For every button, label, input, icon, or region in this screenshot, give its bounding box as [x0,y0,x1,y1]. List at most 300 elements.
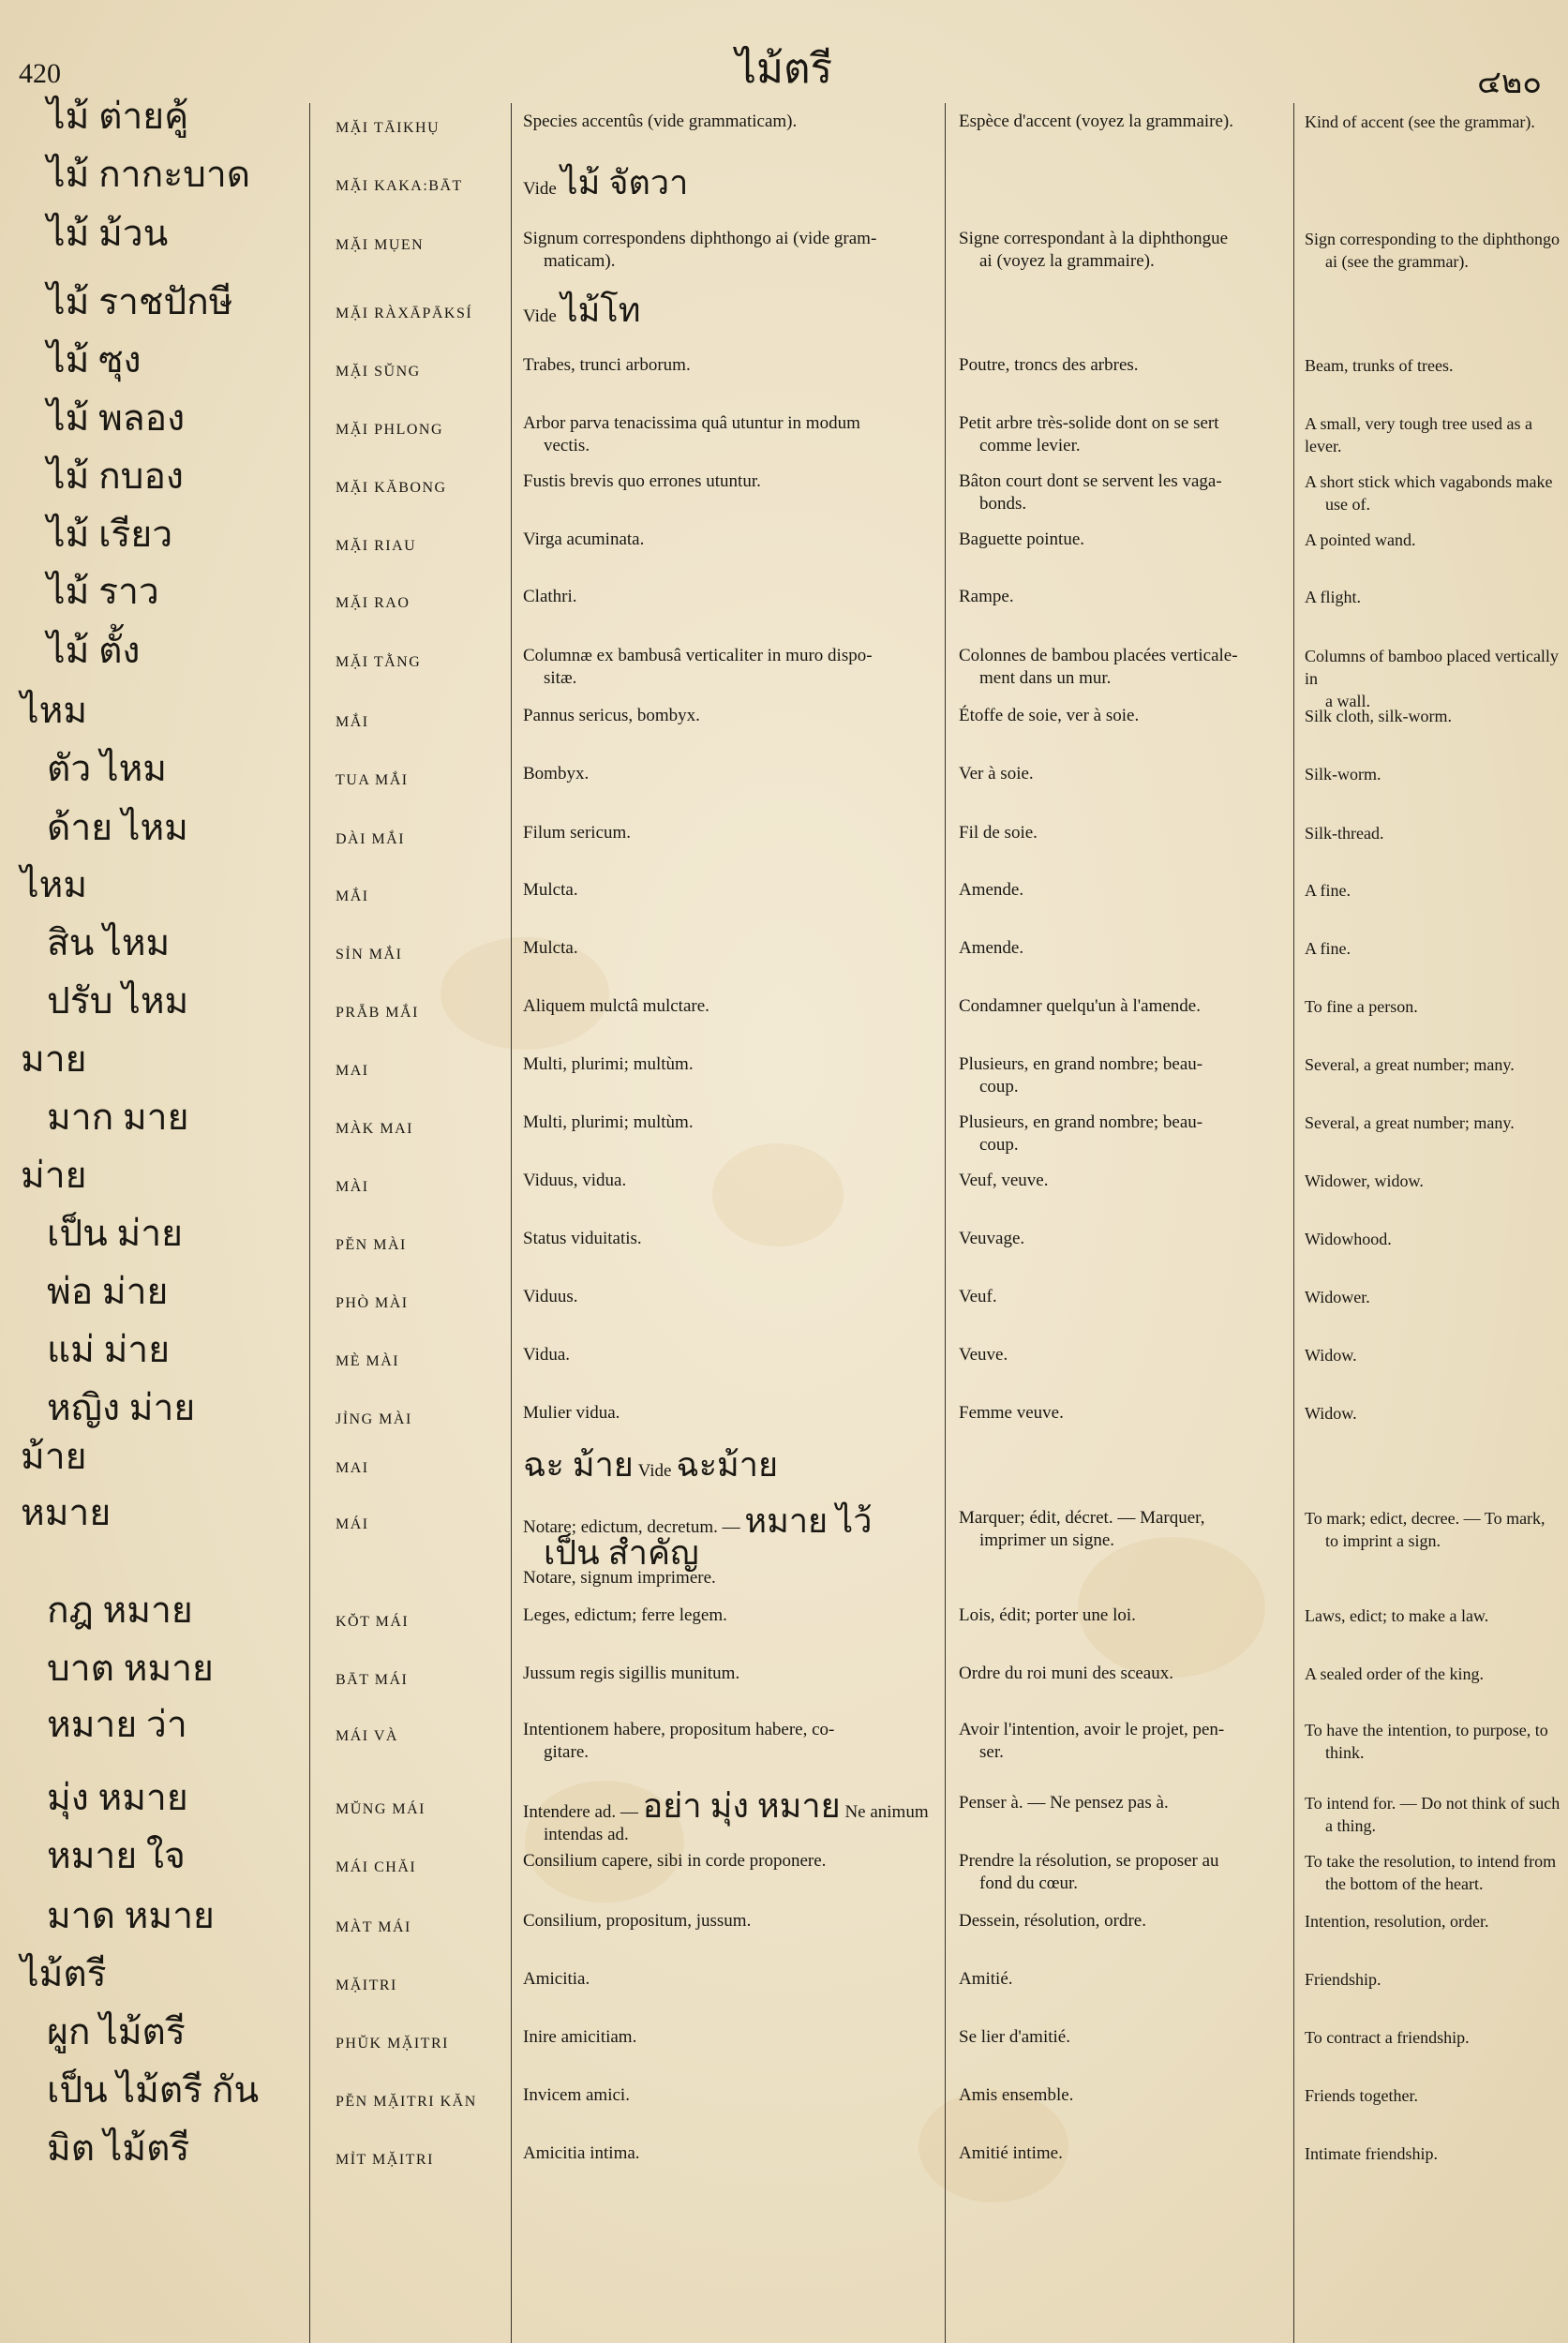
french-continuation: ai (voyez la grammaire). [979,251,1155,271]
english-text: To contract a friendship. [1305,2028,1470,2047]
french-text: Ver à soie. [959,764,1034,783]
french-definition [959,1053,1287,1098]
latin-thai-reference: ไม้ จัตวา [560,164,689,201]
french-continuation: fond du cœur. [979,1873,1079,1893]
english-definition [1305,354,1568,377]
english-text: To fine a person. [1305,997,1418,1016]
latin-definition [523,291,937,329]
french-text: Prendre la résolution, se proposer au [959,1851,1219,1871]
english-definition [1305,822,1568,844]
english-definition [1305,645,1568,712]
romanization: BĀT MÁI [336,1672,409,1688]
french-continuation: coup. [979,1135,1019,1155]
latin-definition [523,1344,937,1366]
latin-text: Mulier vidua. [523,1403,620,1423]
french-definition [959,1228,1287,1250]
english-definition [1305,995,1568,1018]
latin-text: Pannus sericus, bombyx. [523,706,700,725]
french-definition [959,1170,1287,1192]
column-divider [945,103,946,2343]
french-text: Veuf. [959,1287,997,1306]
french-continuation: coup. [979,1077,1019,1097]
english-text: Beam, trunks of trees. [1305,356,1454,375]
french-text: Étoffe de soie, ver à soie. [959,706,1140,725]
latin-text: Multi, plurimi; multùm. [523,1112,694,1132]
french-text: Veuvage. [959,1229,1025,1248]
english-definition [1305,1170,1568,1192]
latin-definition [523,111,937,133]
romanization: MÁI CHĂI [336,1859,417,1875]
thai-headword: ม่าย [21,1156,87,1196]
latin-text: Ne animum [844,1802,929,1822]
english-definition [1305,1850,1568,1895]
romanization: MÈ MÀI [336,1353,400,1369]
romanization: MÀK MAI [336,1121,413,1137]
romanization: TUA MẮI [336,772,409,788]
latin-text: Vide [637,1461,672,1481]
latin-definition [523,1112,937,1134]
french-text: Avoir l'intention, avoir le projet, pen- [959,1720,1225,1739]
french-text: Rampe. [959,587,1014,606]
english-text: Laws, edict; to make a law. [1305,1606,1489,1625]
romanization: MẶI PHLONG [336,422,443,438]
english-definition [1305,1968,1568,1991]
thai-headword: ไม้ ตั้ง [47,631,141,671]
latin-definition [523,412,937,457]
romanization: PĔN MÀI [336,1237,407,1253]
thai-headword: มาด หมาย [47,1896,215,1936]
thai-headword: กฎ หมาย [47,1590,193,1631]
french-definition [959,470,1287,515]
latin-thai-reference: ฉะม้าย [676,1446,779,1484]
english-text: A small, very tough tree used as a lever. [1305,414,1532,455]
french-definition [959,529,1287,551]
thai-headword: หมาย [21,1493,112,1533]
thai-headword: มาก มาย [47,1097,189,1138]
latin-text: Consilium capere, sibi in corde proponere. [523,1851,827,1871]
latin-continuation: intendas ad. [544,1825,629,1844]
english-text: Widower. [1305,1288,1370,1306]
french-text: Ordre du roi muni des sceaux. [959,1664,1173,1683]
latin-definition [523,1604,937,1627]
romanization: MẶI KĂBONG [336,480,447,496]
latin-definition [523,1402,937,1425]
english-text: A short stick which vagabonds make [1305,472,1553,491]
french-definition [959,879,1287,902]
french-text: Bâton court dont se servent les vaga- [959,471,1222,491]
french-text: Amitié intime. [959,2143,1063,2163]
thai-headword: ไม้ตรี [21,1954,107,1994]
thai-headword: ไม้ กากะบาด [47,155,251,195]
english-definition [1305,937,1568,960]
thai-headword: ไม้ ต่ายคู้ [47,97,189,137]
french-text: Veuf, veuve. [959,1171,1049,1190]
french-definition [959,1792,1287,1814]
english-text: To have the intention, to purpose, to [1305,1721,1548,1739]
english-text: A pointed wand. [1305,530,1416,549]
french-text: Penser à. — Ne pensez pas à. [959,1793,1169,1813]
english-text: Friends together. [1305,2086,1418,2105]
latin-text: Columnæ ex bambusâ verticaliter in muro dispo- [523,646,873,665]
romanization: MẶI RAO [336,595,411,611]
latin-continuation: vectis. [544,436,590,455]
english-text: Silk-worm. [1305,765,1381,783]
latin-text: Amicitia. [523,1969,590,1989]
latin-text: Virga acuminata. [523,530,645,549]
french-text: Baguette pointue. [959,530,1085,549]
english-text: Silk-thread. [1305,824,1384,843]
english-text: Columns of bamboo placed vertically in [1305,647,1559,688]
thai-headword: ไม้ เรียว [47,515,173,555]
latin-definition [523,354,937,377]
latin-text: Intendere ad. — [523,1802,638,1822]
english-definition [1305,529,1568,551]
latin-thai-reference: เป็น สำคัญ [544,1534,699,1572]
latin-continuation: gitare. [544,1742,590,1762]
french-continuation: ment dans un mur. [979,668,1112,688]
thai-headword: ไม้ พลอง [47,398,186,439]
thai-headword: ไม้ ม้วน [47,214,169,254]
romanization: MŬNG MÁI [336,1801,426,1817]
latin-text: Species accentûs (vide grammaticam). [523,112,798,131]
column-divider [309,103,310,2343]
english-definition [1305,1344,1568,1366]
latin-definition [523,1228,937,1250]
english-definition [1305,2084,1568,2107]
latin-text: Aliquem mulctâ mulctare. [523,996,709,1016]
latin-text: Vide [523,179,557,199]
latin-text: Vidua. [523,1345,571,1365]
french-text: Se lier d'amitié. [959,2027,1070,2047]
thai-headword: ไม้ ราว [47,572,159,612]
thai-headword: ตัว ไหม [47,749,168,789]
latin-text: Fustis brevis quo errones utuntur. [523,471,761,491]
thai-headword: หมาย ใจ [47,1836,186,1876]
english-definition [1305,705,1568,727]
latin-text: Viduus, vidua. [523,1171,627,1190]
thai-headword: บาต หมาย [47,1649,214,1689]
english-text: To mark; edict, decree. — To mark, [1305,1509,1546,1528]
english-continuation: a thing. [1325,1816,1376,1835]
french-definition [959,354,1287,377]
romanization: MAI [336,1063,369,1079]
english-definition [1305,1286,1568,1308]
romanization: MAI [336,1460,369,1476]
latin-text: Jussum regis sigillis munitum. [523,1664,740,1683]
english-definition [1305,1112,1568,1134]
thai-headword: สิน ไหม [47,923,171,963]
latin-definition [523,1170,937,1192]
latin-text: Status viduitatis. [523,1229,642,1248]
english-definition [1305,1053,1568,1076]
romanization: MẶI RÀXĀPĀKSÍ [336,306,473,321]
latin-text: Consilium, propositum, jussum. [523,1911,752,1931]
english-definition [1305,1604,1568,1627]
french-text: Dessein, résolution, ordre. [959,1911,1146,1931]
french-text: Condamner quelqu'un à l'amende. [959,996,1201,1016]
english-text: A fine. [1305,939,1351,958]
page-number-left: 420 [19,58,61,89]
latin-definition [523,705,937,727]
french-definition [959,645,1287,690]
french-definition [959,111,1287,133]
french-text: Petit arbre très-solide dont on se sert [959,413,1219,433]
latin-definition [523,645,937,690]
english-continuation: use of. [1325,495,1370,514]
french-definition [959,1507,1287,1552]
french-continuation: imprimer un signe. [979,1530,1115,1550]
english-definition [1305,1663,1568,1685]
english-text: To intend for. — Do not think of such [1305,1794,1561,1813]
french-definition [959,1968,1287,1991]
french-definition [959,1112,1287,1157]
latin-definition [523,937,937,960]
thai-headword: แม่ ม่าย [47,1330,171,1370]
latin-text: Multi, plurimi; multùm. [523,1054,694,1074]
english-definition [1305,1719,1568,1764]
latin-definition [523,1787,937,1846]
french-definition [959,1719,1287,1764]
thai-headword: หมาย ว่า [47,1705,187,1745]
page-title: ไม้ตรี [735,46,833,92]
english-definition [1305,412,1568,457]
french-definition [959,1402,1287,1425]
english-text: Friendship. [1305,1970,1381,1989]
latin-text: Leges, edictum; ferre legem. [523,1605,727,1625]
english-definition [1305,763,1568,785]
thai-headword: มิต ไม้ตรี [47,2128,190,2169]
english-text: A flight. [1305,588,1362,606]
latin-text: Clathri. [523,587,577,606]
english-continuation: ai (see the grammar). [1325,252,1469,271]
french-definition [959,1604,1287,1627]
english-continuation: the bottom of the heart. [1325,1874,1484,1893]
french-definition [959,1344,1287,1366]
thai-headword: ไม้ ราชปักษี [47,282,233,322]
english-continuation: think. [1325,1743,1365,1762]
romanization: MÀT MÁI [336,1919,411,1935]
latin-continuation: maticam). [544,251,616,271]
romanization: DÀI MẮI [336,831,406,847]
latin-thai-reference: หมาย ไว้ [744,1502,873,1540]
latin-thai-reference: ฉะ ม้าย [523,1446,634,1484]
column-divider [1293,103,1294,2343]
thai-headword: ปรับ ไหม [47,981,189,1022]
romanization: KŎT MÁI [336,1614,410,1630]
thai-headword: มุ่ง หมาย [47,1778,188,1818]
thai-headword: มาย [21,1039,87,1080]
english-text: To take the resolution, to intend from [1305,1852,1557,1871]
french-definition [959,763,1287,785]
french-text: Signe correspondant à la diphthongue [959,229,1229,248]
english-definition [1305,470,1568,515]
english-definition [1305,111,1568,133]
latin-text: Filum sericum. [523,823,632,843]
thai-headword: เป็น ม่าย [47,1214,183,1254]
english-text: Intention, resolution, order. [1305,1912,1489,1931]
latin-definition [523,470,937,493]
english-text: Several, a great number; many. [1305,1113,1515,1132]
latin-definition [523,1968,937,1991]
french-definition [959,586,1287,608]
french-definition [959,1850,1287,1895]
latin-text: Vide [523,306,557,326]
latin-definition [523,2026,937,2049]
french-text: Femme veuve. [959,1403,1064,1423]
english-text: Silk cloth, silk-worm. [1305,707,1452,725]
latin-text: Arbor parva tenacissima quâ utuntur in modum [523,413,860,433]
latin-text: Inire amicitiam. [523,2027,637,2047]
thai-headword: เป็น ไม้ตรี กัน [47,2070,260,2111]
latin-text: Invicem amici. [523,2085,630,2105]
latin-definition [523,228,937,273]
romanization: MẮI [336,714,369,730]
thai-headword: ไม้ ซุง [47,340,142,381]
latin-definition [523,1719,937,1764]
latin-text: Trabes, trunci arborum. [523,355,691,375]
english-text: A fine. [1305,881,1351,900]
english-text: Several, a great number; many. [1305,1055,1515,1074]
latin-definition [523,1053,937,1076]
french-text: Plusieurs, en grand nombre; beau- [959,1054,1203,1074]
romanization: PĔN MẶITRI KĂN [336,2094,477,2110]
romanization: MẶI SŬNG [336,364,421,380]
page-number-right: ๔๒๐ [1477,66,1542,100]
romanization: MÁI [336,1516,369,1532]
thai-headword: ไม้ กบอง [47,456,184,497]
english-text: Widower, widow. [1305,1172,1424,1190]
french-text: Marquer; édit, décret. — Marquer, [959,1508,1205,1528]
latin-definition [523,879,937,902]
french-text: Lois, édit; porter une loi. [959,1605,1136,1625]
romanization: MẶITRI [336,1977,397,1993]
french-definition [959,228,1287,273]
english-text: Widowhood. [1305,1230,1392,1248]
french-text: Plusieurs, en grand nombre; beau- [959,1112,1203,1132]
latin-definition [523,1286,937,1308]
english-definition [1305,1507,1568,1552]
latin-text: Mulcta. [523,938,578,958]
romanization: MÁI VÀ [336,1728,398,1744]
english-continuation: a wall. [1325,692,1370,710]
romanization: PRẴB MẮI [336,1005,419,1021]
french-definition [959,412,1287,457]
english-text: Widow. [1305,1346,1357,1365]
romanization: SỈN MẮI [336,947,403,963]
french-continuation: comme levier. [979,436,1081,455]
french-definition [959,1663,1287,1685]
latin-definition [523,1663,937,1685]
latin-definition [523,2142,937,2165]
thai-headword: ผูก ไม้ตรี [47,2012,186,2052]
latin-text: Viduus. [523,1287,578,1306]
english-definition [1305,586,1568,608]
romanization: MẶI TẰNG [336,654,422,670]
latin-definition [523,1446,937,1484]
english-definition [1305,1228,1568,1250]
latin-definition [523,586,937,608]
french-text: Fil de soie. [959,823,1038,843]
latin-text: Notare, signum imprimere. [523,1568,716,1588]
english-definition [1305,1792,1568,1837]
english-text: Kind of accent (see the grammar). [1305,112,1535,131]
thai-headword: ไหม [21,691,88,731]
french-text: Colonnes de bambou placées verticale- [959,646,1238,665]
romanization: MẶI MỤEN [336,237,425,253]
french-definition [959,822,1287,844]
french-text: Amende. [959,880,1024,900]
latin-text: Notare; edictum, decretum. — [523,1517,740,1537]
romanization: PHÒ MÀI [336,1295,409,1311]
french-text: Poutre, troncs des arbres. [959,355,1139,375]
english-definition [1305,1910,1568,1933]
english-definition [1305,1402,1568,1425]
english-definition [1305,228,1568,273]
french-text: Veuve. [959,1345,1008,1365]
french-text: Amis ensemble. [959,2085,1074,2105]
french-definition [959,2084,1287,2107]
romanization: MẶI KAKA:BĀT [336,178,463,194]
latin-text: Intentionem habere, propositum habere, co- [523,1720,835,1739]
french-definition [959,937,1287,960]
english-text: Intimate friendship. [1305,2144,1438,2163]
romanization: JỈNG MÀI [336,1411,412,1427]
french-definition [959,705,1287,727]
latin-text: Bombyx. [523,764,590,783]
english-text: A sealed order of the king. [1305,1664,1484,1683]
latin-thai-reference: อย่า มุ่ง หมาย [642,1787,841,1825]
romanization: MẶI TĀIKHỤ [336,120,441,136]
latin-text: Amicitia intima. [523,2143,640,2163]
romanization: MẶI RIAU [336,538,417,554]
french-continuation: ser. [979,1742,1004,1762]
french-definition [959,1286,1287,1308]
latin-thai-reference: ไม้โท [560,291,641,329]
french-continuation: bonds. [979,494,1027,514]
latin-definition [523,529,937,551]
latin-definition [523,1502,937,1589]
english-continuation: to imprint a sign. [1325,1531,1441,1550]
thai-headword: ม้าย [21,1437,87,1477]
english-definition [1305,879,1568,902]
french-definition [959,2142,1287,2165]
english-definition [1305,2026,1568,2049]
latin-definition [523,822,937,844]
french-definition [959,995,1287,1018]
french-text: Amitié. [959,1969,1013,1989]
romanization: MÀI [336,1179,369,1195]
latin-text: Signum correspondens diphthongo ai (vide gram- [523,229,877,248]
latin-definition [523,2084,937,2107]
thai-headword: หญิง ม่าย [47,1388,196,1428]
english-text: Widow. [1305,1404,1357,1423]
latin-continuation: sitæ. [544,668,577,688]
latin-text: Mulcta. [523,880,578,900]
thai-headword: ด้าย ไหม [47,808,188,848]
latin-definition [523,1910,937,1933]
thai-headword: ไหม [21,865,88,905]
romanization: MỈT MẶITRI [336,2152,434,2168]
romanization: PHŬK MẶITRI [336,2036,449,2052]
english-text: Sign corresponding to the diphthongo [1305,230,1560,248]
english-definition [1305,2142,1568,2165]
french-text: Amende. [959,938,1024,958]
thai-headword: พ่อ ม่าย [47,1272,169,1312]
column-divider [511,103,512,2343]
latin-definition [523,1850,937,1873]
latin-definition [523,763,937,785]
french-text: Espèce d'accent (voyez la grammaire). [959,112,1234,131]
